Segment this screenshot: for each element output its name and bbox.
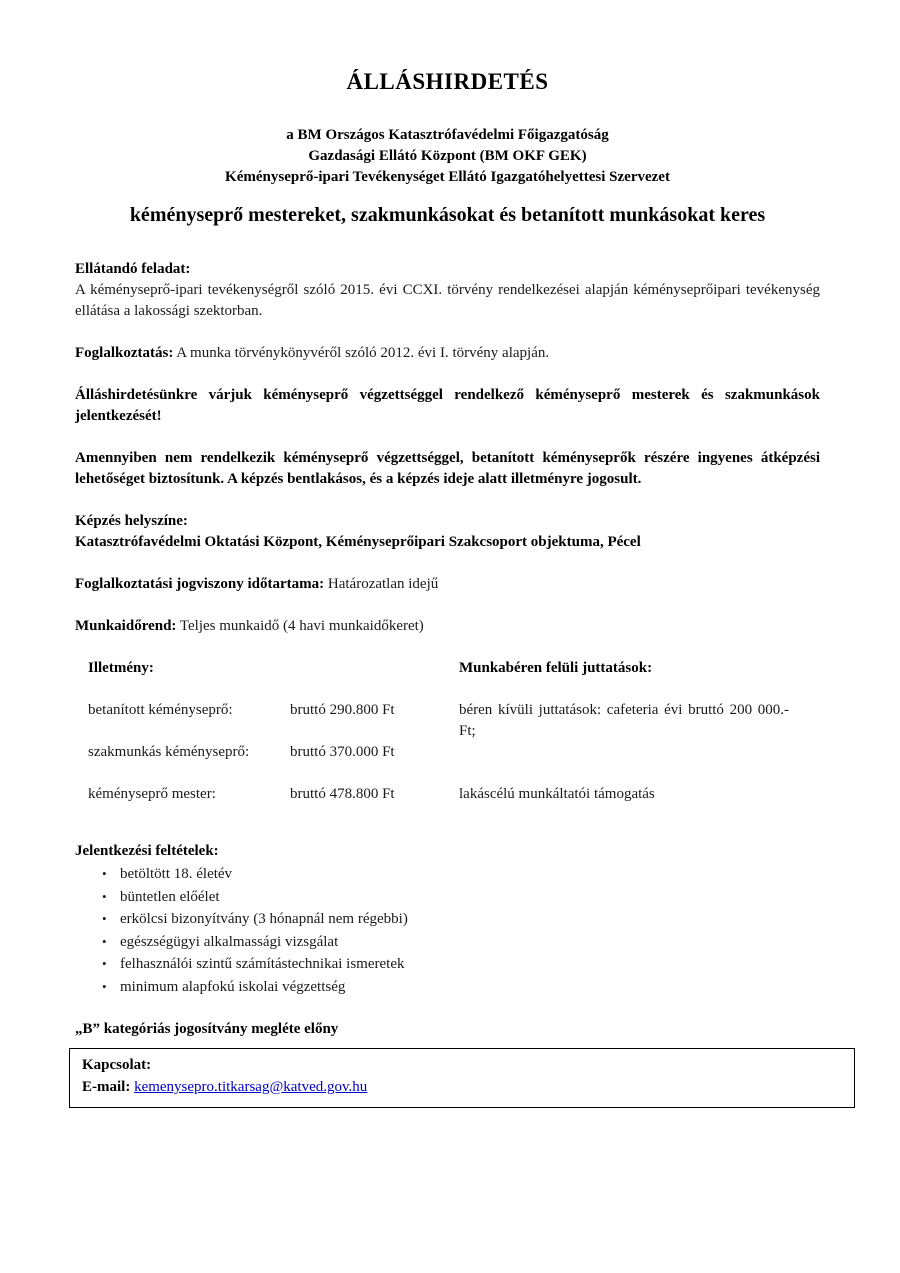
salary-column-header: Illetmény:	[88, 660, 154, 676]
list-item	[102, 953, 820, 976]
org-line-2: Gazdasági Ellátó Központ (BM OKF GEK)	[308, 148, 587, 164]
document-title: ÁLLÁSHIRDETÉS	[346, 69, 549, 94]
bullet-icon: •	[102, 978, 107, 994]
list-item-text: egészségügyi alkalmassági vizsgálat	[120, 933, 339, 950]
training-location-label: Képzés helyszíne:	[75, 513, 188, 529]
list-item-text: betöltött 18. életév	[120, 866, 233, 882]
requirements-list	[75, 863, 820, 998]
salary-row-amount: bruttó 370.000 Ft	[290, 744, 395, 760]
advantage-note: „B” kategóriás jogosítvány megléte előny	[75, 1021, 339, 1037]
benefits-column-header: Munkabéren felüli juttatások:	[459, 660, 653, 676]
training-location-body: Katasztrófavédelmi Oktatási Központ, Kéményseprőipari Szakcsoport objektuma, Pécel	[75, 534, 641, 550]
section-employment-label: Foglalkoztatás:	[75, 345, 174, 361]
list-item	[102, 863, 820, 886]
list-item	[102, 931, 820, 954]
salary-row-position: kéményseprő mester:	[88, 786, 216, 802]
list-item	[102, 908, 820, 931]
duration-label: Foglalkoztatási jogviszony időtartama:	[75, 576, 325, 592]
organization-block	[75, 125, 820, 188]
requirements-label: Jelentkezési feltételek:	[75, 843, 219, 859]
bullet-icon: •	[102, 956, 107, 971]
contact-email-row	[82, 1076, 842, 1098]
section-task-label: Ellátandó feladat:	[75, 261, 191, 277]
salary-table	[88, 658, 820, 805]
section-employment-body: A munka törvénykönyvéről szóló 2012. évi I. törvény alapján.	[176, 345, 550, 361]
email-link[interactable]: kemenysepro.titkarsag@katved.gov.hu	[134, 1079, 368, 1095]
section-duration	[75, 574, 820, 595]
list-item	[102, 976, 820, 999]
bullet-icon: •	[102, 933, 107, 949]
section-schedule	[75, 616, 820, 637]
list-item-text: minimum alapfokú iskolai végzettség	[120, 978, 346, 995]
org-line-3: Kéményseprő-ipari Tevékenységet Ellátó Igazgatóhelyettesi Szervezet	[225, 169, 670, 185]
section-training-location	[75, 511, 820, 553]
section-task-body: A kéményseprő-ipari tevékenységről szóló 2015. évi CCXI. törvény rendelkezései alapján kéményseprőipari tevékenység ellátása a lakossági szektorban.	[75, 282, 820, 319]
duration-body: Határozatlan idejű	[327, 576, 439, 592]
benefit-cell: lakáscélú munkáltatói támogatás	[459, 786, 655, 802]
section-requirements	[75, 841, 820, 998]
list-item-text: erkölcsi bizonyítvány (3 hónapnál nem régebbi)	[120, 911, 408, 927]
schedule-label: Munkaidőrend:	[75, 618, 177, 634]
list-item-text: felhasználói szintű számítástechnikai ismeretek	[120, 956, 405, 972]
list-item-text: büntetlen előélet	[120, 888, 220, 905]
salary-row-amount: bruttó 478.800 Ft	[290, 786, 395, 802]
headline: kéményseprő mestereket, szakmunkásokat és betanított munkásokat keres	[129, 204, 766, 226]
schedule-body: Teljes munkaidő (4 havi munkaidőkeret)	[179, 618, 424, 634]
bullet-icon: •	[102, 888, 107, 904]
call-paragraph-2: Amennyiben nem rendelkezik kéményseprő végzettséggel, betanított kéményseprők részére ingyenes átképzési lehetőséget biztosítunk. A képzés bentlakásos, és a képzés ideje alatt illetményre jogosult.	[75, 450, 820, 487]
org-line-1: a BM Országos Katasztrófavédelmi Főigazgatóság	[286, 127, 609, 143]
bullet-icon: •	[102, 911, 107, 926]
contact-box	[69, 1048, 855, 1108]
benefit-cell: béren kívüli juttatások: cafeteria évi bruttó 200 000.- Ft;	[459, 702, 789, 739]
section-task	[75, 259, 820, 322]
section-employment	[75, 343, 820, 364]
call-paragraph-1: Álláshirdetésünkre várjuk kéményseprő végzettséggel rendelkező kéményseprő mesterek és szakmunkások jelentkezését!	[75, 387, 820, 424]
salary-row-position: betanított kéményseprő:	[88, 702, 233, 718]
list-item	[102, 886, 820, 909]
bullet-icon: •	[102, 866, 107, 881]
email-label: E-mail:	[82, 1079, 131, 1095]
contact-label: Kapcsolat:	[82, 1057, 152, 1073]
salary-row-position: szakmunkás kéményseprő:	[88, 744, 250, 760]
salary-row-amount: bruttó 290.800 Ft	[290, 702, 395, 718]
